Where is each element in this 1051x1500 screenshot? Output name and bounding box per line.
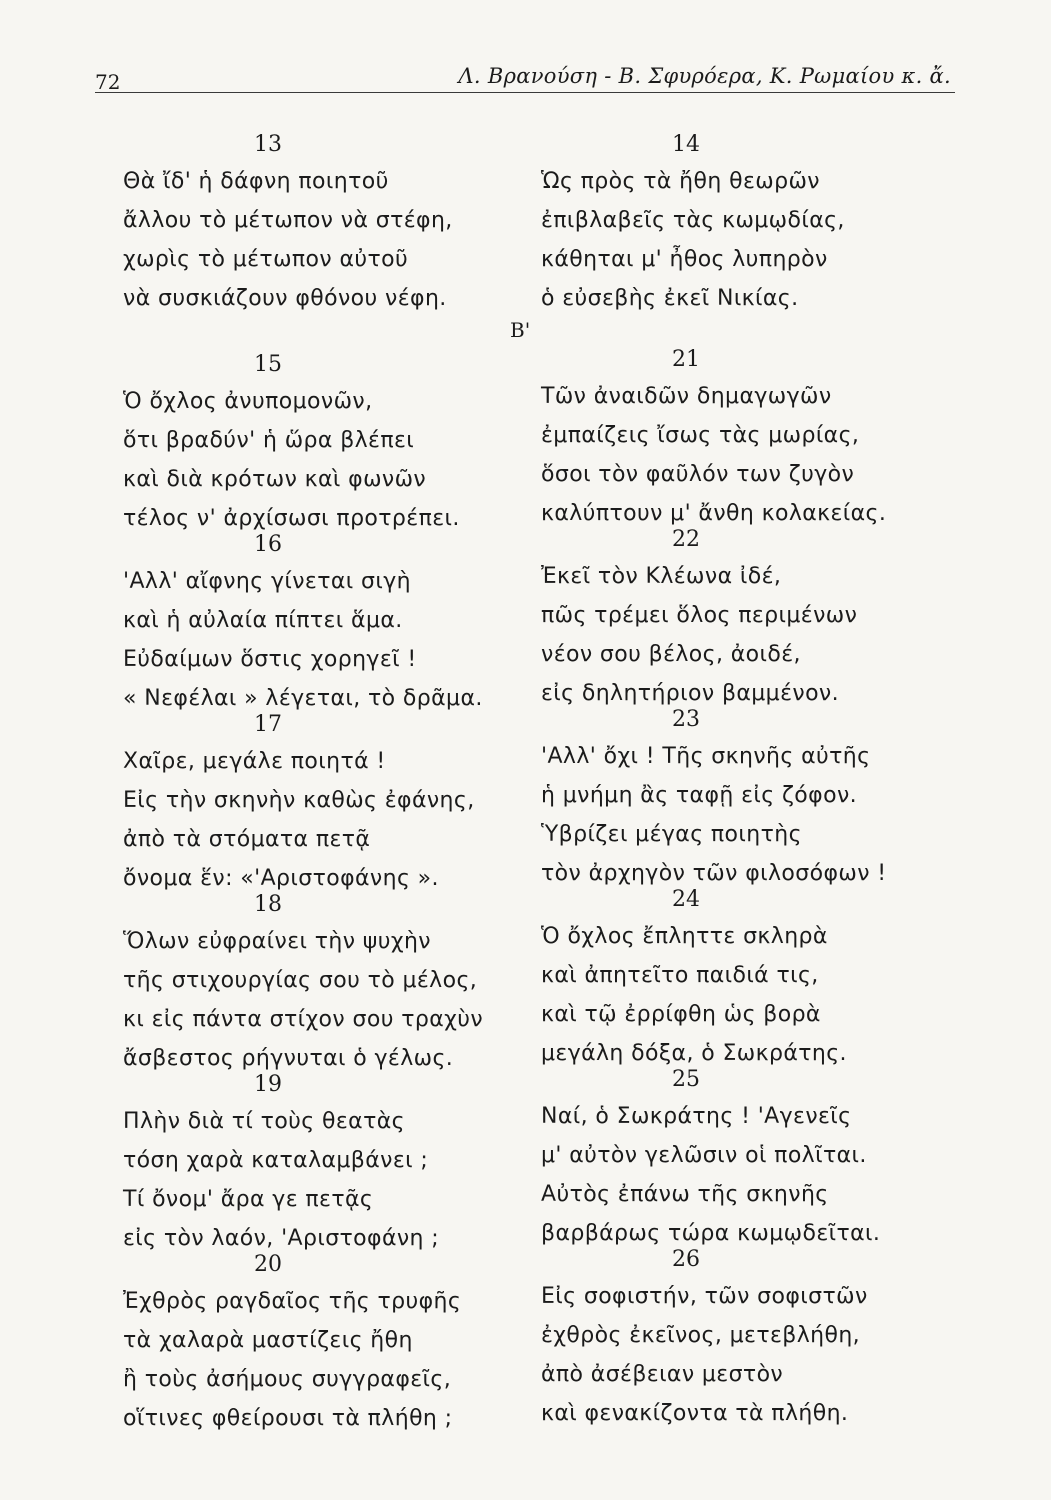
- verse-line: 'Αλλ' ὄχι ! Τῆς σκηνῆς αὐτῆς: [541, 744, 871, 769]
- verse-line: ὄνομα ἕν: «'Αριστοφάνης ».: [123, 866, 439, 891]
- stanza: [541, 1065, 961, 1253]
- stanza-number: 21: [672, 347, 700, 372]
- running-head: Λ. Βρανούση - Β. Σφυρόερα, Κ. Ρωμαίου κ. ἄ.: [458, 64, 951, 88]
- verse-line: Εἰς σοφιστήν, τῶν σοφιστῶν: [541, 1284, 868, 1309]
- verse-line: ἐμπαίζεις ἴσως τὰς μωρίας,: [541, 423, 860, 448]
- verse-line: τὸν ἀρχηγὸν τῶν φιλοσόφων !: [541, 861, 887, 886]
- verse-line: Τῶν ἀναιδῶν δημαγωγῶν: [541, 384, 832, 409]
- verse-line: τὰ χαλαρὰ μαστίζεις ἤθη: [123, 1328, 413, 1353]
- stanza-number: 15: [254, 352, 282, 377]
- verse-line: Θὰ ἴδ' ἡ δάφνη ποιητοῦ: [123, 169, 389, 194]
- stanza-number: 18: [254, 892, 282, 917]
- verse-line: Ὁ ὄχλος ἔπληττε σκληρὰ: [541, 924, 828, 949]
- verse-line: ἀπὸ τὰ στόματα πετᾷ: [123, 827, 371, 852]
- verse-line: Ἐκεῖ τὸν Κλέωνα ἰδέ,: [541, 564, 782, 589]
- stanza-number: 16: [254, 532, 282, 557]
- stanza: [541, 525, 961, 713]
- page-number: 72: [95, 70, 121, 94]
- verse-line: Τί ὄνομ' ἄρα γε πετᾷς: [123, 1187, 374, 1212]
- stanza: [123, 530, 543, 718]
- stanza: [123, 1250, 543, 1438]
- verse-line: καὶ ἡ αὐλαία πίπτει ἅμα.: [123, 608, 403, 633]
- verse-line: καὶ φενακίζοντα τὰ πλήθη.: [541, 1401, 849, 1426]
- verse-line: νέον σου βέλος, ἀοιδέ,: [541, 642, 801, 667]
- verse-line: ἐπιβλαβεῖς τὰς κωμῳδίας,: [541, 208, 845, 233]
- verse-line: ἄσβεστος ρήγνυται ὁ γέλως.: [123, 1046, 454, 1071]
- stanza-number: 23: [672, 707, 700, 732]
- verse-line: ἢ τοὺς ἀσήμους συγγραφεῖς,: [123, 1367, 452, 1392]
- verse-line: Ὑβρίζει μέγας ποιητὴς: [541, 822, 802, 847]
- stanza: [123, 890, 543, 1078]
- stanza-number: 17: [254, 712, 282, 737]
- verse-line: ἡ μνήμη ἂς ταφῇ εἰς ζόφον.: [541, 783, 858, 808]
- verse-line: μεγάλη δόξα, ὁ Σωκράτης.: [541, 1041, 847, 1066]
- verse-line: ὁ εὐσεβὴς ἐκεῖ Νικίας.: [541, 286, 799, 311]
- stanza: [123, 350, 543, 538]
- verse-line: βαρβάρως τώρα κωμῳδεῖται.: [541, 1221, 881, 1246]
- verse-line: Πλὴν διὰ τί τοὺς θεατὰς: [123, 1109, 405, 1134]
- verse-line: Ναί, ὁ Σωκράτης ! 'Αγενεῖς: [541, 1104, 852, 1129]
- stanza-number: 13: [254, 132, 282, 157]
- verse-line: ἐχθρὸς ἐκεῖνος, μετεβλήθη,: [541, 1323, 861, 1348]
- stanza: [123, 710, 543, 898]
- verse-line: καὶ τῷ ἐρρίφθη ὡς βορὰ: [541, 1002, 821, 1027]
- verse-line: ὅσοι τὸν φαῦλόν των ζυγὸν: [541, 462, 855, 487]
- stanza-number: 25: [672, 1067, 700, 1092]
- verse-line: τῆς στιχουργίας σου τὸ μέλος,: [123, 968, 478, 993]
- stanza-number: 24: [672, 887, 700, 912]
- verse-line: ἄλλου τὸ μέτωπον νὰ στέφη,: [123, 208, 453, 233]
- stanza: [541, 345, 961, 533]
- verse-line: καὶ ἀπητεῖτο παιδιά τις,: [541, 963, 819, 988]
- verse-line: εἰς τὸν λαόν, 'Αριστοφάνη ;: [123, 1226, 440, 1251]
- verse-line: τέλος ν' ἀρχίσωσι προτρέπει.: [123, 506, 460, 531]
- verse-line: Ὁ ὄχλος ἀνυπομονῶν,: [123, 389, 373, 414]
- verse-line: ὅτι βραδύν' ἡ ὥρα βλέπει: [123, 428, 415, 453]
- verse-line: πῶς τρέμει ὅλος περιμένων: [541, 603, 858, 628]
- stanza: [123, 1070, 543, 1258]
- verse-line: 'Αλλ' αἴφνης γίνεται σιγὴ: [123, 569, 411, 594]
- stanza: [541, 705, 961, 893]
- stanza: [541, 885, 961, 1073]
- stanza-number: 26: [672, 1247, 700, 1272]
- page-header: [95, 58, 955, 93]
- verse-line: κι εἰς πάντα στίχον σου τραχὺν: [123, 1007, 484, 1032]
- verse-line: Εὐδαίμων ὅστις χορηγεῖ !: [123, 647, 417, 672]
- verse-line: Αὐτὸς ἐπάνω τῆς σκηνῆς: [541, 1182, 829, 1207]
- verse-line: καὶ διὰ κρότων καὶ φωνῶν: [123, 467, 427, 492]
- verse-line: τόση χαρὰ καταλαμβάνει ;: [123, 1148, 429, 1173]
- verse-line: εἰς δηλητήριον βαμμένον.: [541, 681, 840, 706]
- stanza: [541, 130, 961, 318]
- verse-line: Ἐχθρὸς ραγδαῖος τῆς τρυφῆς: [123, 1289, 462, 1314]
- verse-line: Ὅλων εὐφραίνει τὴν ψυχὴν: [123, 929, 431, 954]
- verse-line: ἀπὸ ἀσέβειαν μεστὸν: [541, 1362, 784, 1387]
- stanza-number: 22: [672, 527, 700, 552]
- verse-line: καλύπτουν μ' ἄνθη κολακείας.: [541, 501, 887, 526]
- verse-line: Ὡς πρὸς τὰ ἤθη θεωρῶν: [541, 169, 820, 194]
- verse-line: κάθηται μ' ἦθος λυπηρὸν: [541, 247, 828, 272]
- verse-line: μ' αὐτὸν γελῶσιν οἱ πολῖται.: [541, 1143, 867, 1168]
- verse-line: Χαῖρε, μεγάλε ποιητά !: [123, 749, 386, 774]
- stanza: [123, 130, 543, 318]
- stanza-number: 20: [254, 1252, 282, 1277]
- stanza-number: 19: [254, 1072, 282, 1097]
- verse-line: οἵτινες φθείρουσι τὰ πλήθη ;: [123, 1406, 453, 1431]
- verse-line: χωρὶς τὸ μέτωπον αὐτοῦ: [123, 247, 409, 272]
- book-marker: Β': [510, 318, 531, 342]
- verse-line: Εἰς τὴν σκηνὴν καθὼς ἐφάνης,: [123, 788, 475, 813]
- stanza: [541, 1245, 961, 1433]
- verse-line: νὰ συσκιάζουν φθόνου νέφη.: [123, 286, 447, 311]
- verse-line: « Νεφέλαι » λέγεται, τὸ δρᾶμα.: [123, 686, 483, 711]
- stanza-number: 14: [672, 132, 700, 157]
